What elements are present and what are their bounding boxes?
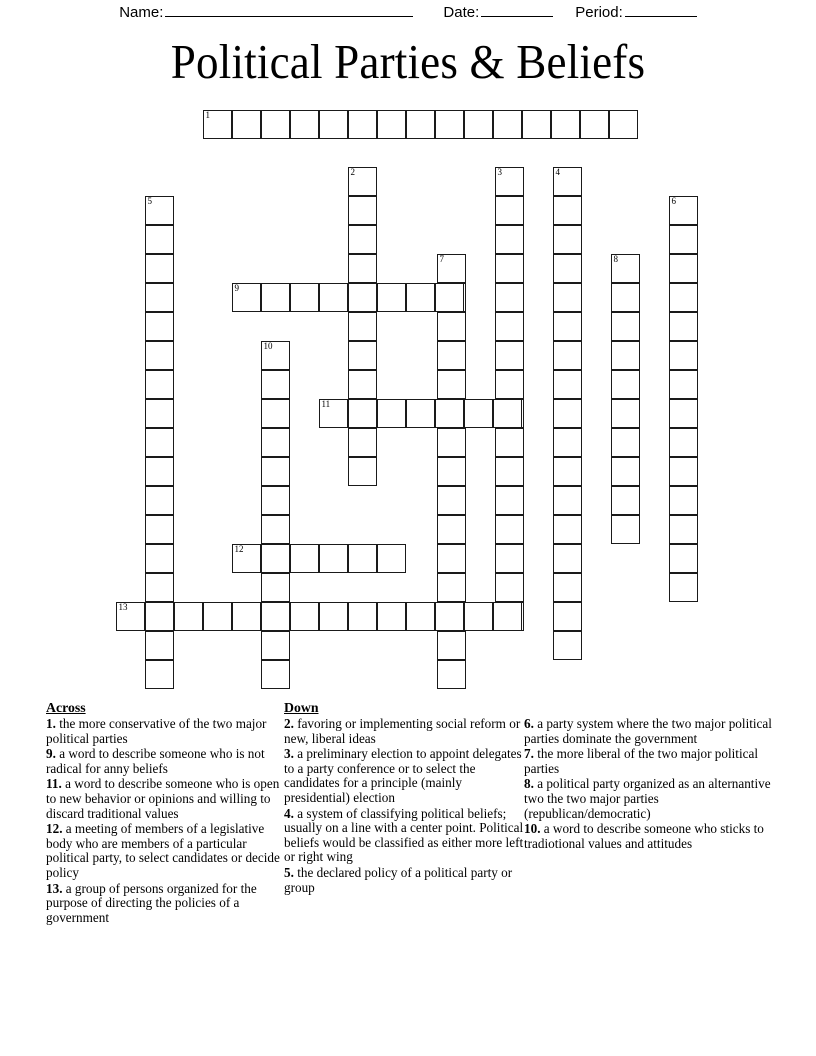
crossword-cell[interactable] — [611, 254, 640, 283]
clue-number: 10. — [524, 821, 544, 837]
crossword-cell[interactable] — [669, 254, 698, 283]
clue-down-5 — [284, 866, 524, 895]
crossword-cell[interactable] — [437, 660, 466, 689]
clue-number: 5. — [284, 864, 298, 880]
crossword-cell[interactable] — [348, 457, 377, 486]
crossword-cell[interactable] — [464, 110, 493, 139]
crossword-cell[interactable] — [435, 110, 464, 139]
crossword-cell[interactable] — [348, 110, 377, 139]
crossword-cell[interactable] — [203, 110, 232, 139]
crossword-cell[interactable] — [611, 283, 640, 312]
crossword-cell[interactable] — [290, 283, 319, 312]
crossword-cell[interactable] — [377, 110, 406, 139]
name-label: Name: — [119, 4, 164, 21]
crossword-cell[interactable] — [611, 457, 640, 486]
crossword-cell[interactable] — [669, 515, 698, 544]
crossword-cell[interactable] — [145, 312, 174, 341]
crossword-cell[interactable] — [145, 399, 174, 428]
crossword-cell[interactable] — [145, 428, 174, 457]
crossword-cell[interactable] — [553, 544, 582, 573]
crossword-cell[interactable] — [553, 312, 582, 341]
crossword-cell[interactable] — [495, 457, 524, 486]
crossword-cell[interactable] — [348, 312, 377, 341]
crossword-cell[interactable] — [495, 312, 524, 341]
crossword-cell[interactable] — [406, 399, 435, 428]
clue-text: a word to describe someone who sticks to tradiotional values and attitudes — [524, 821, 764, 851]
crossword-cell[interactable] — [145, 573, 174, 602]
crossword-cell[interactable] — [174, 602, 203, 631]
crossword-cell[interactable] — [319, 399, 348, 428]
crossword-cell[interactable] — [553, 196, 582, 225]
crossword-cell[interactable] — [495, 341, 524, 370]
crossword-cell[interactable] — [348, 254, 377, 283]
crossword-cell[interactable] — [145, 631, 174, 660]
crossword-cell[interactable] — [145, 341, 174, 370]
crossword-cell[interactable] — [553, 167, 582, 196]
crossword-cell[interactable] — [553, 283, 582, 312]
crossword-cell[interactable] — [495, 428, 524, 457]
crossword-cell[interactable] — [437, 254, 466, 283]
clues-section — [46, 700, 772, 926]
clue-text: the more conservative of the two major political parties — [46, 716, 267, 746]
crossword-cell[interactable] — [611, 399, 640, 428]
clue-number: 12. — [46, 821, 66, 837]
crossword-cell[interactable] — [669, 225, 698, 254]
crossword-cell[interactable] — [669, 399, 698, 428]
crossword-cell[interactable] — [145, 457, 174, 486]
crossword-cell[interactable] — [145, 370, 174, 399]
crossword-cell[interactable] — [611, 515, 640, 544]
clue-across-9 — [46, 747, 284, 776]
crossword-cell[interactable] — [495, 196, 524, 225]
crossword-cell[interactable] — [377, 283, 406, 312]
crossword-cell[interactable] — [495, 515, 524, 544]
date-label: Date: — [443, 4, 480, 21]
crossword-cell[interactable] — [261, 110, 290, 139]
crossword-cell[interactable] — [611, 486, 640, 515]
crossword-cell[interactable] — [495, 225, 524, 254]
clue-number: 8. — [524, 776, 538, 792]
crossword-cell[interactable] — [669, 341, 698, 370]
crossword-cell[interactable] — [290, 544, 319, 573]
cell-number-3: 3 — [497, 167, 502, 177]
crossword-cell[interactable] — [437, 515, 466, 544]
crossword-cell[interactable] — [232, 110, 261, 139]
clue-column-spacer — [524, 700, 772, 717]
crossword-cell[interactable] — [406, 283, 435, 312]
crossword-cell[interactable] — [348, 544, 377, 573]
crossword-cell[interactable] — [377, 544, 406, 573]
crossword-cell[interactable] — [551, 110, 580, 139]
crossword-cell[interactable] — [495, 254, 524, 283]
clue-text: the declared policy of a political party or group — [284, 864, 513, 895]
clue-across-12 — [46, 822, 284, 880]
crossword-cell[interactable] — [611, 341, 640, 370]
crossword-cell[interactable] — [495, 544, 524, 573]
clue-column-down — [284, 700, 524, 896]
clue-across-1 — [46, 717, 284, 746]
crossword-cell[interactable] — [669, 370, 698, 399]
crossword-cell[interactable] — [669, 544, 698, 573]
crossword-cell[interactable] — [145, 515, 174, 544]
clue-number: 6. — [524, 716, 538, 731]
crossword-cell[interactable] — [348, 196, 377, 225]
crossword-cell[interactable] — [261, 660, 290, 689]
down-heading: Down — [284, 700, 319, 715]
clue-number: 9. — [46, 746, 60, 762]
clue-text: a system of classifying political beliefs; usually on a line with a center point. Political beliefs would be classified as either more left or right wing — [284, 805, 524, 865]
crossword-cell[interactable] — [437, 370, 466, 399]
crossword-cell[interactable] — [464, 602, 493, 631]
clue-text: favoring or implementing social reform or new, liberal ideas — [284, 716, 521, 746]
clue-column-down-continued — [524, 700, 772, 852]
clue-text: a group of persons organized for the purpose of directing the policies of a government — [46, 880, 257, 925]
crossword-cell[interactable] — [377, 399, 406, 428]
crossword-cell[interactable] — [290, 602, 319, 631]
clue-number: 1. — [46, 716, 60, 731]
clue-down-6 — [524, 717, 772, 746]
crossword-cell[interactable] — [553, 370, 582, 399]
crossword-cell[interactable] — [669, 486, 698, 515]
cell-number-8: 8 — [613, 254, 618, 264]
cell-number-13: 13 — [118, 602, 128, 612]
cell-number-2: 2 — [350, 167, 355, 177]
cell-number-1: 1 — [205, 110, 210, 120]
crossword-cell[interactable] — [261, 399, 290, 428]
crossword-cell[interactable] — [553, 399, 582, 428]
period-label: Period: — [575, 4, 623, 21]
crossword-cell[interactable] — [435, 283, 464, 312]
crossword-cell[interactable] — [669, 312, 698, 341]
clue-text: a preliminary election to appoint delegates to a party conference or to select the candidates for a principle (mainly presidential) election — [284, 746, 522, 805]
crossword-cell[interactable] — [437, 573, 466, 602]
crossword-cell[interactable] — [495, 167, 524, 196]
clue-text: a party system where the two major political parties dominate the government — [524, 716, 772, 746]
crossword-cell[interactable] — [261, 515, 290, 544]
crossword-cell[interactable] — [464, 399, 493, 428]
crossword-cell[interactable] — [319, 602, 348, 631]
crossword-cell[interactable] — [493, 399, 522, 428]
crossword-cell[interactable] — [495, 486, 524, 515]
crossword-cell[interactable] — [495, 370, 524, 399]
crossword-cell[interactable] — [261, 283, 290, 312]
clue-text: a political party organized as an alternantive two the two major parties (republican/democratic) — [524, 776, 771, 821]
cell-number-4: 4 — [555, 167, 560, 177]
crossword-cell[interactable] — [145, 196, 174, 225]
crossword-cell[interactable] — [437, 341, 466, 370]
clue-down-2 — [284, 717, 524, 746]
crossword-cell[interactable] — [261, 457, 290, 486]
clue-column-across — [46, 700, 284, 926]
crossword-cell[interactable] — [437, 631, 466, 660]
clue-text: the more liberal of the two major political parties — [524, 746, 759, 776]
crossword-cell[interactable] — [553, 225, 582, 254]
clue-text: a word to describe someone who is open to new behavior or opinions and willing to discard traditional values — [46, 776, 280, 821]
crossword-cell[interactable] — [406, 110, 435, 139]
crossword-cell[interactable] — [348, 399, 377, 428]
crossword-cell[interactable] — [611, 370, 640, 399]
clue-across-11 — [46, 777, 284, 821]
clue-down-7 — [524, 747, 772, 776]
crossword-cell[interactable] — [145, 660, 174, 689]
crossword-cell[interactable] — [553, 631, 582, 660]
crossword-cell[interactable] — [435, 399, 464, 428]
crossword-cell[interactable] — [261, 341, 290, 370]
clue-text: a meeting of members of a legislative body who are members of a particular political party, to select candidates or decide policy — [46, 821, 280, 880]
crossword-cell[interactable] — [145, 254, 174, 283]
crossword-cell[interactable] — [145, 602, 174, 631]
crossword-cell[interactable] — [261, 573, 290, 602]
cell-number-11: 11 — [321, 399, 331, 409]
cell-number-5: 5 — [147, 196, 152, 206]
clue-down-10 — [524, 822, 772, 851]
crossword-cell[interactable] — [553, 515, 582, 544]
crossword-cell[interactable] — [348, 602, 377, 631]
clue-number: 4. — [284, 805, 298, 821]
clue-number: 7. — [524, 746, 538, 762]
crossword-cell[interactable] — [493, 602, 522, 631]
crossword-cell[interactable] — [261, 631, 290, 660]
crossword-cell[interactable] — [319, 283, 348, 312]
crossword-cell[interactable] — [319, 544, 348, 573]
crossword-cell[interactable] — [611, 428, 640, 457]
crossword-cell[interactable] — [495, 283, 524, 312]
down-clue-list — [284, 717, 524, 895]
crossword-cell[interactable] — [553, 486, 582, 515]
across-heading: Across — [46, 700, 86, 715]
crossword-cell[interactable] — [290, 110, 319, 139]
crossword-cell[interactable] — [437, 428, 466, 457]
cell-number-7: 7 — [439, 254, 444, 264]
crossword-cell[interactable] — [145, 544, 174, 573]
down-continued-clue-list — [524, 717, 772, 851]
crossword-cell[interactable] — [145, 225, 174, 254]
cell-number-9: 9 — [234, 283, 239, 293]
crossword-cell[interactable] — [553, 254, 582, 283]
crossword-cell[interactable] — [553, 457, 582, 486]
crossword-cell[interactable] — [261, 370, 290, 399]
crossword-cell[interactable] — [553, 428, 582, 457]
crossword-cell[interactable] — [348, 167, 377, 196]
crossword-cell[interactable] — [348, 283, 377, 312]
crossword-cell[interactable] — [669, 283, 698, 312]
crossword-cell[interactable] — [348, 341, 377, 370]
crossword-cell[interactable] — [609, 110, 638, 139]
crossword-cell[interactable] — [493, 110, 522, 139]
crossword-cell[interactable] — [348, 370, 377, 399]
crossword-cell[interactable] — [348, 225, 377, 254]
crossword-cell[interactable] — [116, 602, 145, 631]
crossword-cell[interactable] — [669, 428, 698, 457]
crossword-cell[interactable] — [553, 602, 582, 631]
crossword-cell[interactable] — [145, 486, 174, 515]
crossword-cell[interactable] — [145, 283, 174, 312]
clue-down-3 — [284, 747, 524, 805]
clue-across-13 — [46, 882, 284, 926]
crossword-cell[interactable] — [406, 602, 435, 631]
page-title: Political Parties & Beliefs — [170, 34, 646, 89]
crossword-cell[interactable] — [232, 283, 261, 312]
crossword-cell[interactable] — [261, 544, 290, 573]
crossword-cell[interactable] — [437, 312, 466, 341]
clue-number: 13. — [46, 880, 66, 896]
clue-down-8 — [524, 777, 772, 821]
crossword-cell[interactable] — [437, 457, 466, 486]
crossword-cell[interactable] — [669, 573, 698, 602]
crossword-cell[interactable] — [435, 602, 464, 631]
crossword-cell[interactable] — [580, 110, 609, 139]
cell-number-12: 12 — [234, 544, 244, 554]
crossword-cell[interactable] — [319, 110, 348, 139]
crossword-cell[interactable] — [232, 602, 261, 631]
crossword-cell[interactable] — [203, 602, 232, 631]
crossword-cell[interactable] — [522, 110, 551, 139]
crossword-cell[interactable] — [377, 602, 406, 631]
cell-number-10: 10 — [263, 341, 273, 351]
crossword-cell[interactable] — [553, 341, 582, 370]
crossword-cell[interactable] — [261, 602, 290, 631]
crossword-cell[interactable] — [232, 544, 261, 573]
across-clue-list — [46, 717, 284, 925]
crossword-cell[interactable] — [437, 486, 466, 515]
crossword-cell[interactable] — [261, 486, 290, 515]
crossword-cell[interactable] — [669, 457, 698, 486]
crossword-cell[interactable] — [669, 196, 698, 225]
crossword-cell[interactable] — [611, 312, 640, 341]
clue-text: a word to describe someone who is not radical for anny beliefs — [46, 746, 265, 776]
crossword-cell[interactable] — [437, 544, 466, 573]
crossword-cell[interactable] — [553, 573, 582, 602]
clue-down-4 — [284, 807, 524, 865]
crossword-cell[interactable] — [348, 428, 377, 457]
crossword-cell[interactable] — [495, 573, 524, 602]
cell-number-6: 6 — [671, 196, 676, 206]
clue-number: 11. — [46, 776, 66, 792]
clue-number: 3. — [284, 746, 298, 762]
crossword-cell[interactable] — [261, 428, 290, 457]
clue-number: 2. — [284, 716, 298, 731]
